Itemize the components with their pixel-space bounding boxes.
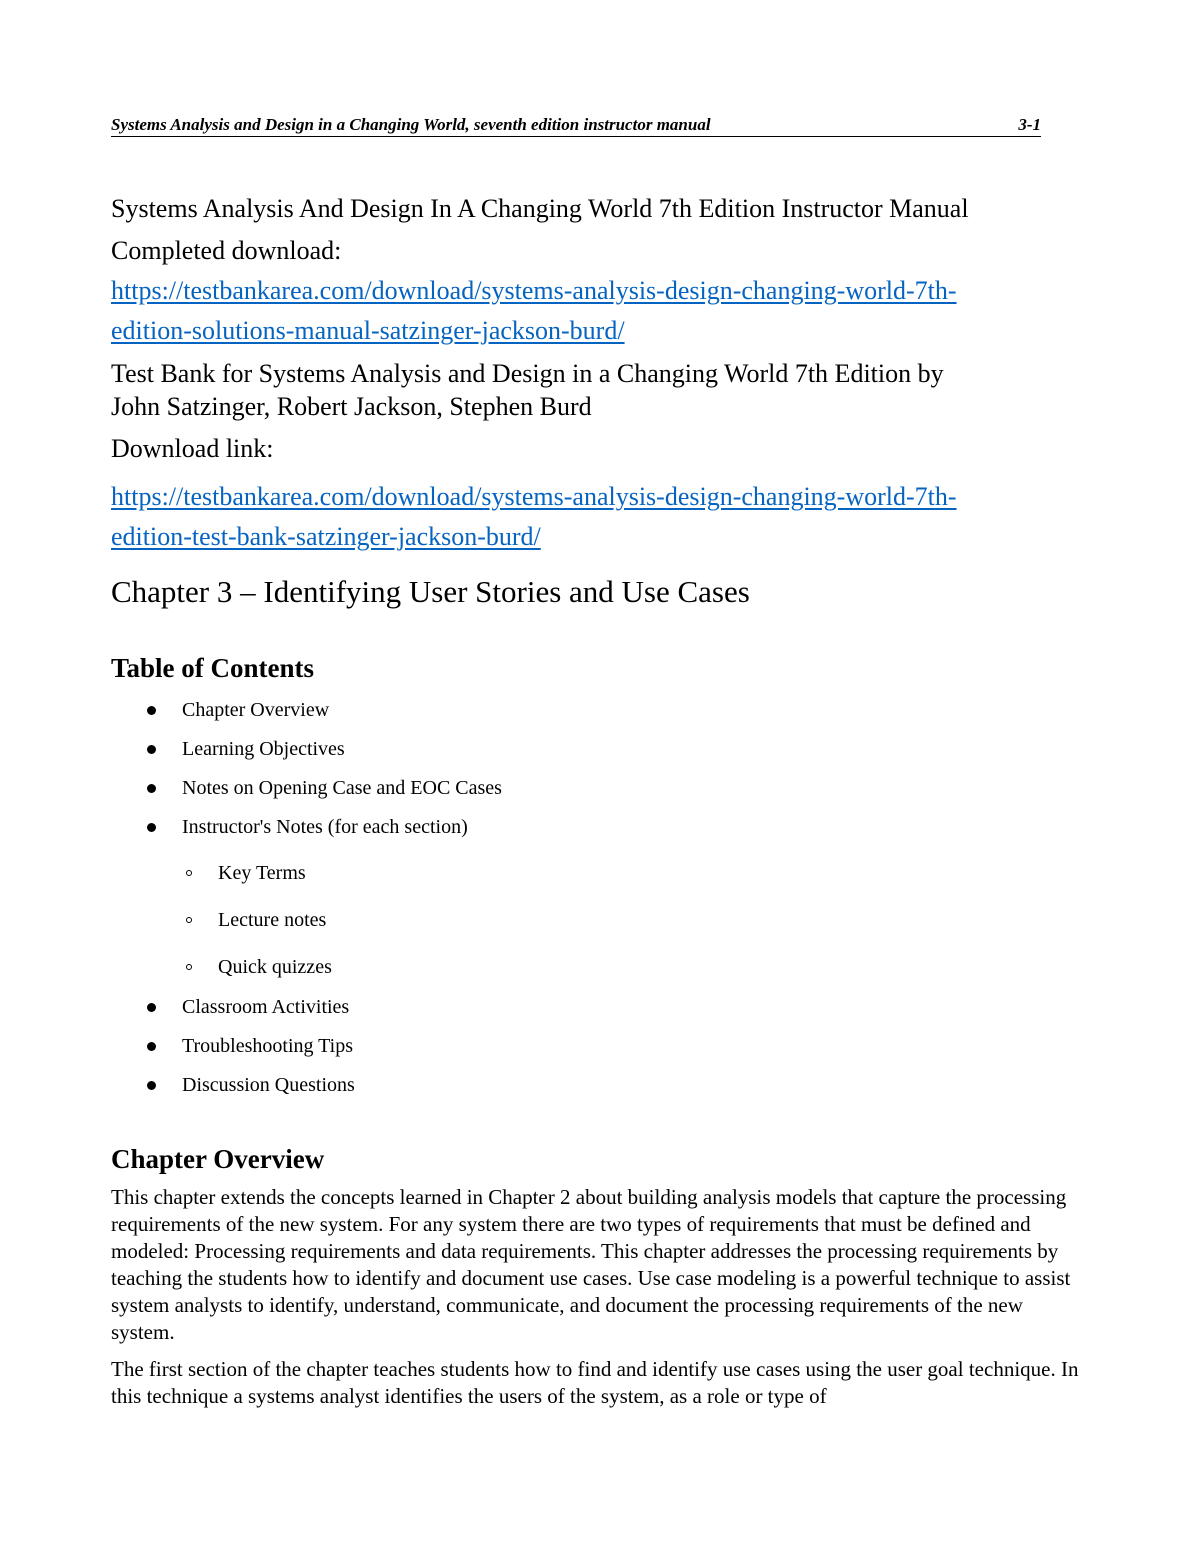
toc-item-label: Notes on Opening Case and EOC Cases xyxy=(182,777,502,799)
circle-bullet-icon xyxy=(186,917,192,923)
toc-item-label: Chapter Overview xyxy=(182,699,330,721)
toc-item xyxy=(111,773,1091,812)
test-bank-link-block xyxy=(111,477,1091,557)
completed-download-label: Completed download: xyxy=(111,236,342,265)
toc-item xyxy=(111,992,1091,1031)
bullet-icon xyxy=(147,706,156,715)
bullet-icon xyxy=(147,1081,156,1090)
test-bank-title-line2: John Satzinger, Robert Jackson, Stephen Burd xyxy=(111,392,592,421)
toc-item xyxy=(111,734,1091,773)
solutions-manual-link-block xyxy=(111,271,1091,351)
chapter-overview-heading: Chapter Overview xyxy=(111,1144,325,1174)
bullet-icon xyxy=(147,745,156,754)
toc-item-label: Troubleshooting Tips xyxy=(182,1035,353,1057)
toc-item xyxy=(111,812,1091,851)
toc-sub-item-label: Key Terms xyxy=(218,862,306,884)
page-content xyxy=(111,192,1091,1410)
toc-list xyxy=(111,695,1091,1109)
toc-heading: Table of Contents xyxy=(111,653,315,683)
running-header xyxy=(111,114,1041,137)
page-number: 3-1 xyxy=(1018,115,1041,134)
toc-item xyxy=(111,695,1091,734)
toc-sub-item xyxy=(111,898,1091,945)
solutions-manual-link-line1[interactable]: https://testbankarea.com/download/systems-analysis-design-changing-world-7th- xyxy=(111,276,957,305)
toc-sub-item xyxy=(111,851,1091,898)
solutions-manual-link-line2[interactable]: edition-solutions-manual-satzinger-jackson-burd/ xyxy=(111,316,625,345)
toc-sub-item-label: Quick quizzes xyxy=(218,956,332,978)
bullet-icon xyxy=(147,1003,156,1012)
bullet-icon xyxy=(147,823,156,832)
toc-sub-item xyxy=(111,945,1091,992)
circle-bullet-icon xyxy=(186,870,192,876)
toc-item-label: Instructor's Notes (for each section) xyxy=(182,816,468,838)
chapter-title: Chapter 3 – Identifying User Stories and Use Cases xyxy=(111,574,750,609)
toc-sub-item-label: Lecture notes xyxy=(218,909,327,931)
bullet-icon xyxy=(147,1042,156,1051)
toc-item-label: Learning Objectives xyxy=(182,738,345,760)
test-bank-title-line1: Test Bank for Systems Analysis and Design in a Changing World 7th Edition by xyxy=(111,359,944,388)
circle-bullet-icon xyxy=(186,964,192,970)
running-title: Systems Analysis and Design in a Changing World, seventh edition instructor manual xyxy=(111,115,711,134)
download-link-label: Download link: xyxy=(111,434,274,463)
test-bank-link-line2[interactable]: edition-test-bank-satzinger-jackson-burd/ xyxy=(111,522,541,551)
toc-item-label: Classroom Activities xyxy=(182,996,350,1018)
manual-title: Systems Analysis And Design In A Changing World 7th Edition Instructor Manual xyxy=(111,194,969,223)
overview-paragraph-2: The first section of the chapter teaches students how to find and identify use cases using the user goal technique. In this technique a systems analyst identifies the users of the system, as a role or type of xyxy=(111,1357,1079,1408)
test-bank-link-line1[interactable]: https://testbankarea.com/download/systems-analysis-design-changing-world-7th- xyxy=(111,482,957,511)
overview-paragraph-1: This chapter extends the concepts learned in Chapter 2 about building analysis models that capture the processing requirements of the new system. For any system there are two types of requirements that must be defined and modeled: Processing requirements and data requirements. This chapter addresses the processing requirements by teaching the students how to identify and document use cases. Use case modeling is a powerful technique to assist system analysts to identify, understand, communicate, and document the processing requirements of the new system. xyxy=(111,1185,1071,1344)
toc-item-label: Discussion Questions xyxy=(182,1074,355,1096)
bullet-icon xyxy=(147,784,156,793)
toc-item xyxy=(111,1070,1091,1109)
toc-item xyxy=(111,1031,1091,1070)
